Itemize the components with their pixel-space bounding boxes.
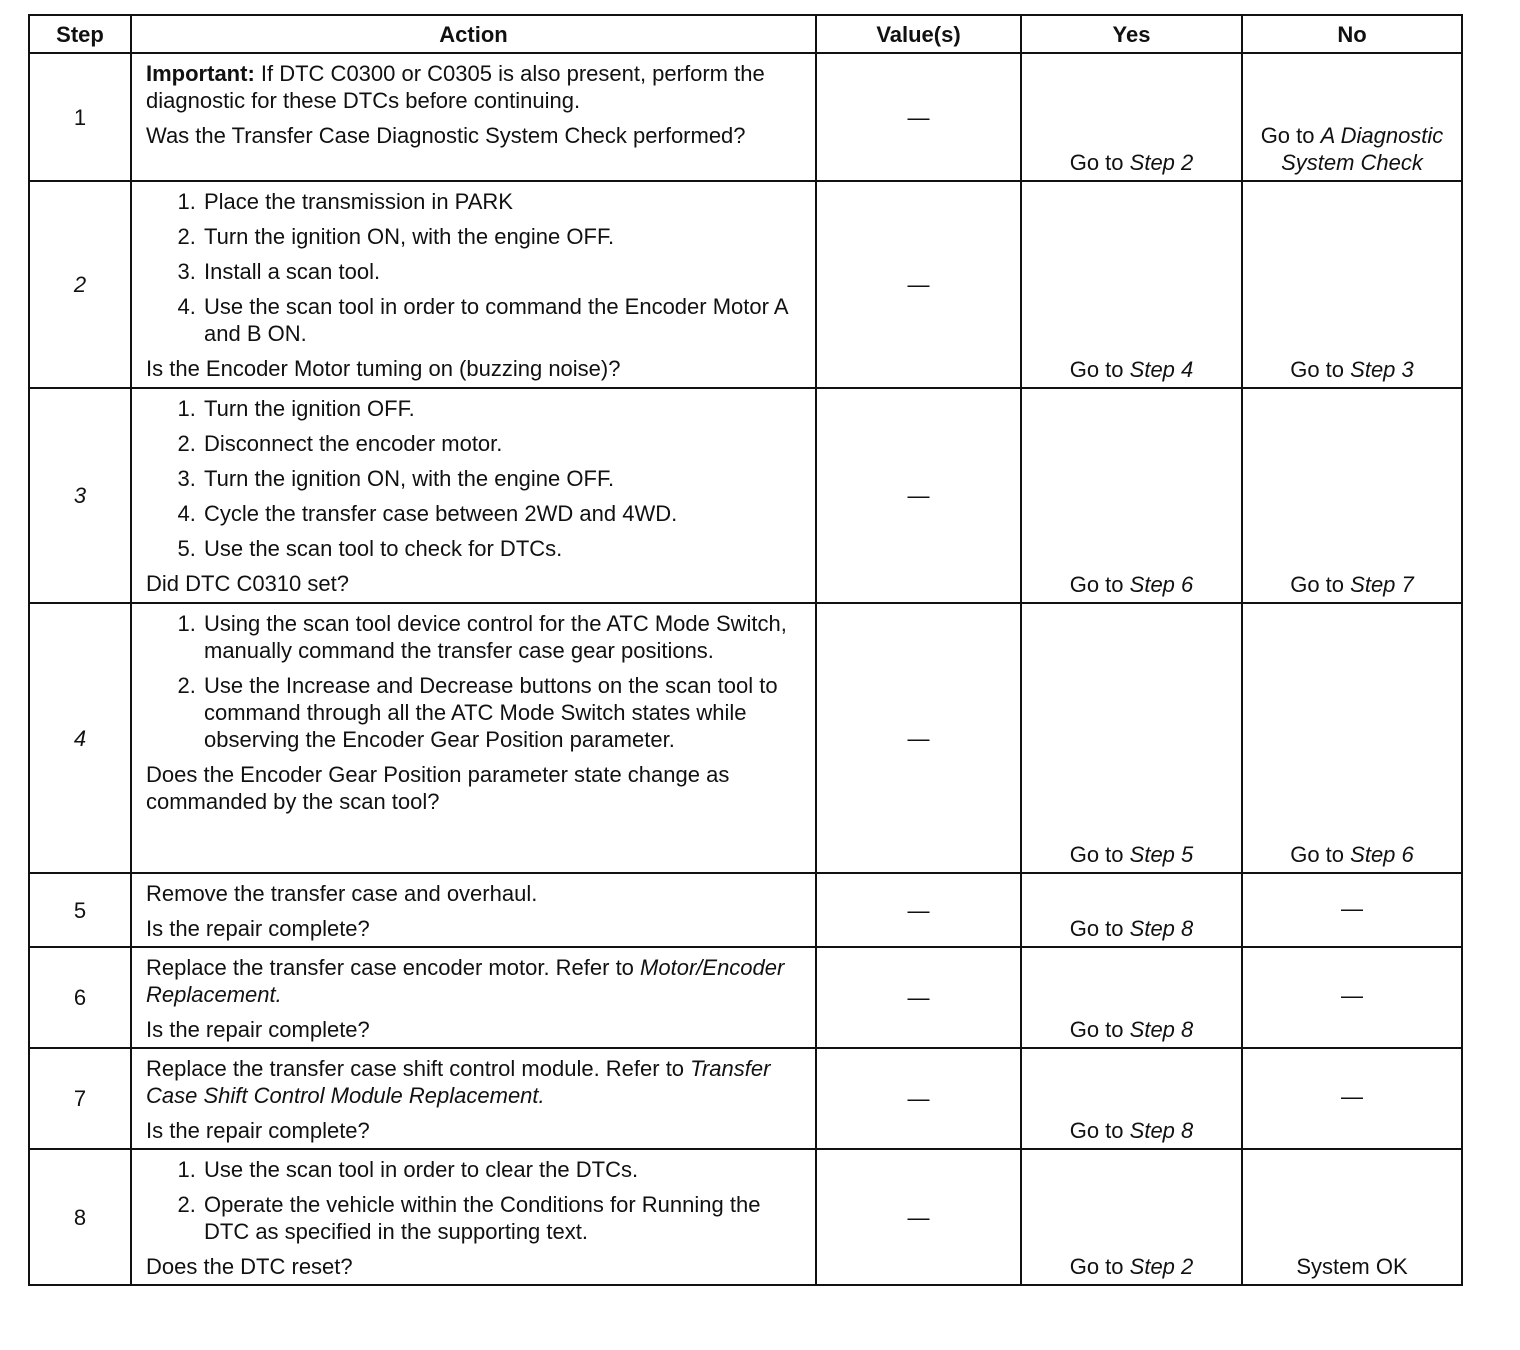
instruction-item: 5. Use the scan tool to check for DTCs. [202,535,803,562]
instruction-list [146,1156,803,1245]
goto-label: Go to [1290,357,1345,382]
goto-label: Go to [1290,842,1345,867]
yes-step-link[interactable]: Step 4 [1129,357,1194,382]
step-number: 4 [29,603,131,873]
instruction-item: 3. Install a scan tool. [202,258,803,285]
no-cell: System OK [1242,1149,1462,1285]
header-yes: Yes [1021,15,1242,53]
instruction-item: 1. Turn the ignition OFF. [202,395,803,422]
instruction-item: 2. Disconnect the encoder motor. [202,430,803,457]
goto-label: Go to [1260,123,1315,148]
value-cell: — [816,1149,1021,1285]
question: Is the repair complete? [146,1118,370,1143]
yes-cell [1021,53,1242,181]
value-cell: — [816,53,1021,181]
goto-label: Go to [1069,1254,1124,1279]
instruction-item: 3. Turn the ignition ON, with the engine OFF. [202,465,803,492]
no-cell: — [1242,947,1462,1048]
yes-cell [1021,603,1242,873]
yes-cell [1021,947,1242,1048]
no-step-link[interactable]: Step 3 [1350,357,1414,382]
step-number: 3 [29,388,131,603]
no-cell [1242,53,1462,181]
instruction-item: 1. Use the scan tool in order to clear the DTCs. [202,1156,803,1183]
yes-step-link[interactable]: Step 6 [1129,572,1194,597]
table-row [29,181,1462,388]
action-cell [131,388,816,603]
yes-step-link[interactable]: Step 2 [1129,150,1194,175]
instruction-list [146,610,803,753]
yes-cell [1021,1048,1242,1149]
no-step-link[interactable]: Step 6 [1350,842,1414,867]
instruction-item: 4. Cycle the transfer case between 2WD and 4WD. [202,500,803,527]
goto-label: Go to [1069,842,1124,867]
value-cell: — [816,388,1021,603]
step-number: 8 [29,1149,131,1285]
instruction-item: 4. Use the scan tool in order to command the Encoder Motor A and B ON. [202,293,803,347]
step-number: 2 [29,181,131,388]
action-cell [131,181,816,388]
action-cell [131,947,816,1048]
table-row [29,603,1462,873]
action-cell [131,873,816,947]
question: Was the Transfer Case Diagnostic System Check performed? [146,123,746,148]
action-cell [131,603,816,873]
important-note [146,60,803,114]
goto-label: Go to [1290,572,1345,597]
no-step-link[interactable]: Step 7 [1350,572,1414,597]
question: Is the repair complete? [146,916,370,941]
instruction-item: 1. Using the scan tool device control for the ATC Mode Switch, manually command the transfer case gear positions. [202,610,803,664]
table-row [29,873,1462,947]
header-values: Value(s) [816,15,1021,53]
no-cell: — [1242,873,1462,947]
goto-label: Go to [1069,1017,1124,1042]
yes-step-link[interactable]: Step 2 [1129,1254,1194,1279]
goto-label: Go to [1069,916,1124,941]
instruction-item: 2. Operate the vehicle within the Conditions for Running the DTC as specified in the supporting text. [202,1191,803,1245]
instruction-list [146,188,803,347]
yes-step-link[interactable]: Step 8 [1129,1118,1194,1143]
step-number: 1 [29,53,131,181]
header-row [29,15,1462,53]
yes-step-link[interactable]: Step 8 [1129,916,1194,941]
value-cell: — [816,181,1021,388]
table-row [29,53,1462,181]
instruction-body: Replace the transfer case shift control module. Refer to [146,1056,685,1081]
table-row [29,388,1462,603]
instruction-item: 1. Place the transmission in PARK [202,188,803,215]
action-cell [131,53,816,181]
instruction-list [146,395,803,562]
instruction-body: Replace the transfer case encoder motor. Refer to [146,955,634,980]
yes-cell [1021,181,1242,388]
goto-label: Go to [1069,1118,1124,1143]
instruction-item: 2. Use the Increase and Decrease buttons on the scan tool to command through all the ATC Mode Switch states while observing the Encoder Gear Position parameter. [202,672,803,753]
reference-link[interactable]: Motor/Encoder Replacement. [146,955,785,1007]
no-step-link[interactable]: A Diagnostic System Check [1281,123,1444,175]
instruction-text [146,1055,803,1109]
instruction-item: 2. Turn the ignition ON, with the engine OFF. [202,223,803,250]
question: Did DTC C0310 set? [146,571,349,596]
instruction-text: Remove the transfer case and overhaul. [146,881,538,906]
no-cell [1242,603,1462,873]
question: Is the repair complete? [146,1017,370,1042]
action-cell [131,1048,816,1149]
action-cell [131,1149,816,1285]
value-cell: — [816,603,1021,873]
yes-cell [1021,873,1242,947]
table-row [29,1048,1462,1149]
reference-link[interactable]: Transfer Case Shift Control Module Replacement. [146,1056,771,1108]
step-number: 5 [29,873,131,947]
question: Is the Encoder Motor tuming on (buzzing noise)? [146,356,621,381]
value-cell: — [816,947,1021,1048]
yes-cell [1021,388,1242,603]
header-action: Action [131,15,816,53]
no-cell: — [1242,1048,1462,1149]
important-text: If DTC C0300 or C0305 is also present, perform the diagnostic for these DTCs before continuing. [146,61,765,113]
header-no: No [1242,15,1462,53]
value-cell: — [816,873,1021,947]
goto-label: Go to [1069,572,1124,597]
no-cell [1242,388,1462,603]
diagnostic-table [28,14,1463,1286]
yes-step-link[interactable]: Step 8 [1129,1017,1194,1042]
goto-label: Go to [1069,150,1124,175]
question: Does the DTC reset? [146,1254,353,1279]
table-row [29,947,1462,1048]
step-number: 6 [29,947,131,1048]
table-row [29,1149,1462,1285]
instruction-text [146,954,803,1008]
goto-label: Go to [1069,357,1124,382]
step-number: 7 [29,1048,131,1149]
important-label: Important: [146,61,255,86]
yes-cell [1021,1149,1242,1285]
value-cell: — [816,1048,1021,1149]
no-cell [1242,181,1462,388]
question: Does the Encoder Gear Position parameter state change as commanded by the scan tool? [146,762,730,814]
header-step: Step [29,15,131,53]
yes-step-link[interactable]: Step 5 [1129,842,1194,867]
